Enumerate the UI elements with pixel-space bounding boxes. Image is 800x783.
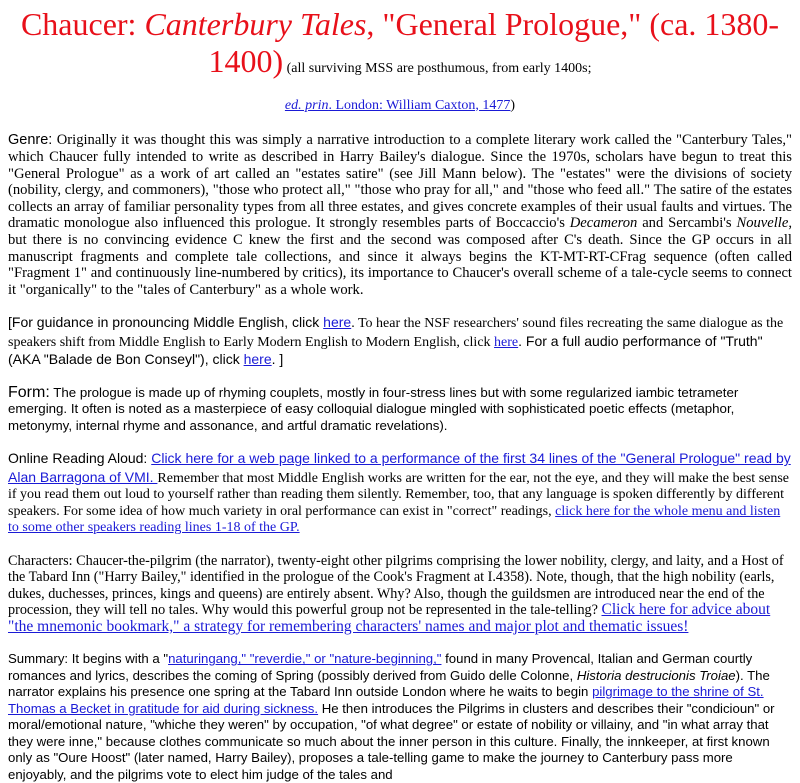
truth-audio-link[interactable]: here [243,351,272,368]
historia-title: Historia destrucionis Troiae [576,667,736,683]
characters-text: Characters: Chaucer-the-pilgrim (the narrator), twenty-eight other pilgrims comprising the lower nobility, clergy, and laity, and a Host of the Tabard Inn ("Harry Bailey," identified in the prologue of the Cook's Fragment at I.4358). Note, though, that the high nobility (earls, dukes, duchesses, princes, kings and queens) are entirely absent. Why? Also, though the guildsmen are introduced near the end of the procession, they will tell no tales. Why would this powerful group not be represented in the tale-telling? [8,552,784,619]
pronunciation-link[interactable]: here [323,314,352,331]
title-prefix: Chaucer: [20,6,145,42]
mnemonic-bookmark-link[interactable]: Click here for advice about "the mnemonic bookmark," a strategy for remembering characters' names and major plot and thematic issues! [8,601,771,635]
guidance-section [8,314,792,370]
caxton-link-text: . London: William Caxton, 1477 [328,97,511,113]
summary-text-3: ). The narrator explains his presence one spring at the Tabard Inn outside London where he waits to begin [8,667,770,700]
summary-section [8,651,792,783]
genre-section [8,132,792,298]
title-note-line2 [285,98,515,113]
nouvelle-title: Nouvelle [736,215,789,232]
guidance-text-2: . To hear the NSF researchers' sound files recreating the same dialogue as the speakers shift from Middle English to Early Modern English to Modern English, click [8,316,784,350]
summary-text-4: He then introduces the Pilgrims in clusters and describes their "condicioun" or moral/emotional nature, "whiche they weren" by occupation, "of what degree" or estate of nobility or villainy, and "in what array that they were inne," because clothes communicate so much about the inner person in this culture. Finally, the innkeeper, at first known only as "Oure Hoost" (later named, Harry Bailey), proposes a tale-telling game to make the journey to Canterbury pass more enjoyably, and the pilgrims vote to elect him judge of the tales and [8,700,775,782]
decameron-title: Decameron [569,215,638,232]
naturingang-link[interactable]: naturingang," "reverdie," or "nature-beginning," [168,651,442,667]
page-content [0,6,800,783]
title-work: Canterbury Tales [144,6,367,42]
reading-aloud-label: Online Reading Aloud: [8,450,152,467]
genre-text-3: , but there is no convincing evidence C knew the first and the second was composed after C's death. Since the GP occurs in all manuscript fragments and complete tale collections, and since it always begins the KT-MT-RT-CFrag sequence (often called "Fragment 1" and continuously line-numbered by critics), its importance to Chaucer's overall scheme of a tale-cycle seems to connect it "organically" to the "tales of Canterbury" as a whole work. [8,215,792,298]
form-text: The prologue is made up of rhyming couplets, mostly in four-stress lines but with some regularized iambic tetrameter emerging. It often is noted as a masterpiece of easy colloquial dialogue mingled with sophisticated poetic effects (metaphor, metonymy, internal rhyme and assonance, and artful dramatic revelations). [8,384,739,433]
title-rest: , "General Prologue," (ca. 1380-1400) [208,6,780,79]
genre-text-1: Originally it was thought this was simply a narrative introduction to a complete literary work called the "Canterbury Tales," which Chaucer fully intended to write as described in Harry Bailey's dialogue. Since the 1970s, scholars have begun to treat this "General Prologue" as a work of art called an "estates satire" (see Jill Mann below). The "estates" were the divisions of society (nobility, clergy, and commoners), "those who protect all," "those who pray for all," and "those who feed all." The satire of the estates collects an array of familiar personality types from all three estates, and gives concrete examples of their usual faults and virtues. The dramatic monologue also influenced this prologue. It strongly resembles parts of Boccaccio's [8,132,792,232]
guidance-text-1: [For guidance in pronouncing Middle English, click [8,314,324,331]
title-note-end: ) [510,97,516,113]
summary-text-1: Summary: It begins with a " [8,651,169,667]
title-note: (all surviving MSS are posthumous, from early 1400s; [283,60,592,76]
reading-aloud-section [8,450,792,537]
form-section [8,385,792,435]
form-label: Form: [8,383,50,401]
guidance-text-4: . ] [271,351,284,368]
reading-aloud-text: Remember that most Middle English works are written for the ear, not the eye, and they will make the best sense if you read them out loud to yourself rather than reading them silently. Remember, too, that any language is spoken differently by different speakers. For some idea of how much variety in oral performance can exist in "correct" readings, [8,470,790,519]
characters-section [8,553,792,636]
genre-label: Genre: [8,132,53,149]
performance-link[interactable]: Click here for a web page linked to a performance of the first 34 lines of the "General Prologue" read by Alan Barragona of VMI. [8,450,791,485]
page-title [8,6,792,116]
ed-prin-text: ed. prin [284,97,329,113]
genre-text-2: and Sercambi's [637,215,737,232]
nsf-sound-files-link[interactable]: here [494,334,519,350]
guidance-text-3: . For a full audio performance of "Truth" (AKA "Balade de Bon Conseyl"), click [8,332,763,368]
summary-text-2: found in many Provencal, Italian and German courtly romances and lyrics, describes the coming of Spring (possibly derived from Guido delle Colonne, [8,651,753,683]
speakers-menu-link[interactable]: click here for the whole menu and listen to some other speakers reading lines 1-18 of the GP. [8,503,781,536]
pilgrimage-link[interactable]: pilgrimage to the shrine of St. Thomas a Becket in gratitude for aid during sickness. [8,684,764,716]
caxton-link[interactable] [285,98,511,113]
